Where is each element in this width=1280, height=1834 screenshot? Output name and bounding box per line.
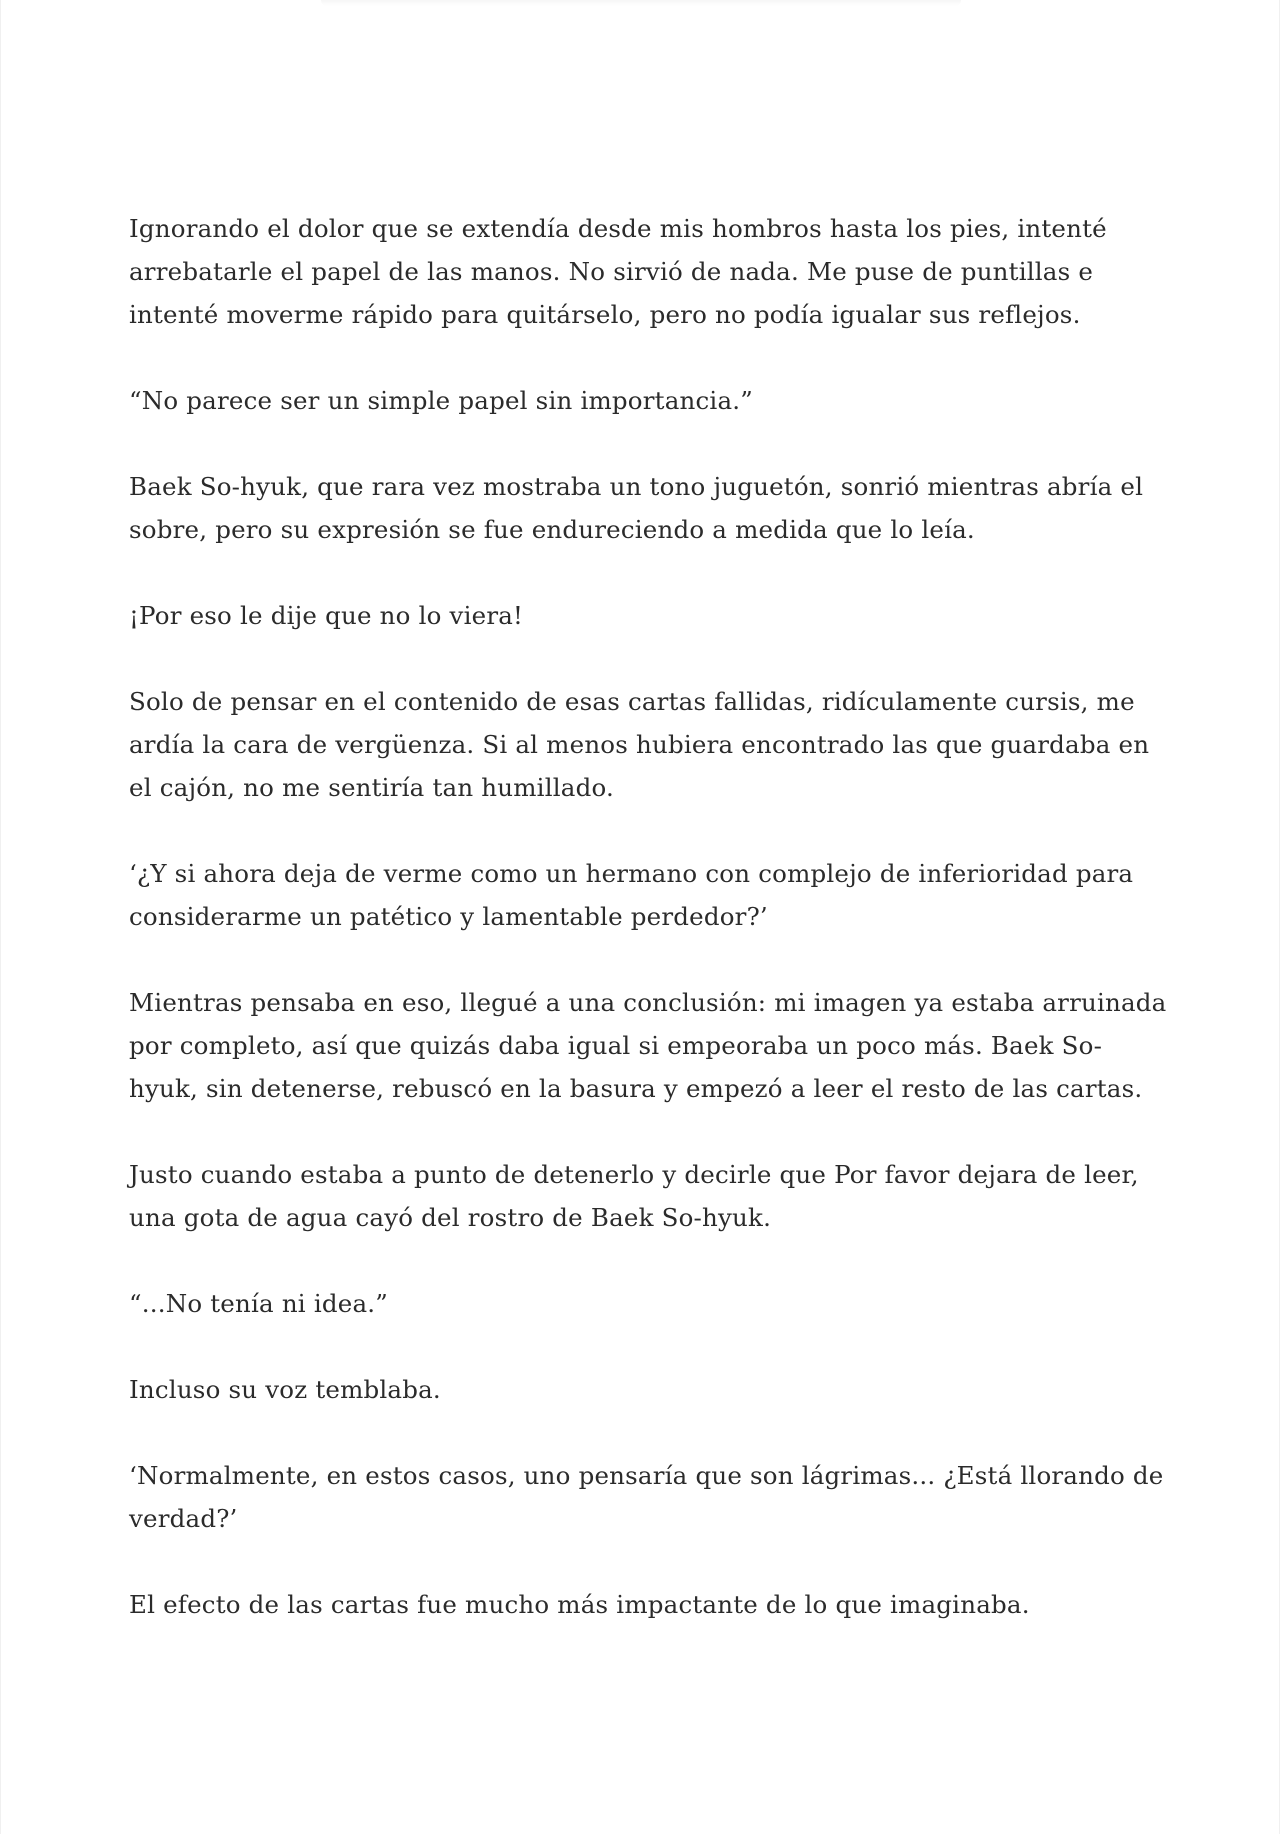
paragraph-3: Baek So-hyuk, que rara vez mostraba un tono juguetón, sonrió mientras abría el sobre, pero su expresión se fue endureciendo a medida que lo leía.: [129, 472, 1144, 544]
page-top-shadow: [321, 0, 961, 6]
paragraph-1: Ignorando el dolor que se extendía desde mis hombros hasta los pies, intenté arrebatarle el papel de las manos. No sirvió de nada. Me puse de puntillas e intenté moverme rápido para quitárselo, pero no podía igualar sus reflejos.: [129, 214, 1107, 329]
paragraph-10: Incluso su voz temblaba.: [129, 1375, 441, 1404]
paragraph-8: Justo cuando estaba a punto de detenerlo y decirle que Por favor dejara de leer, una gota de agua cayó del rostro de Baek So-hyuk.: [129, 1160, 1139, 1232]
paragraph-12: El efecto de las cartas fue mucho más impactante de lo que imaginaba.: [129, 1590, 1030, 1619]
paragraph-7: Mientras pensaba en eso, llegué a una conclusión: mi imagen ya estaba arruinada por completo, así que quizás daba igual si empeoraba un poco más. Baek So-hyuk, sin detenerse, rebuscó en la basura y empezó a leer el resto de las cartas.: [129, 988, 1167, 1103]
paragraph-6: ‘¿Y si ahora deja de verme como un hermano con complejo de inferioridad para considerarme un patético y lamentable perdedor?’: [129, 859, 1134, 931]
paragraph-9: “...No tenía ni idea.”: [129, 1289, 388, 1318]
paragraph-5: Solo de pensar en el contenido de esas cartas fallidas, ridículamente cursis, me ardía la cara de vergüenza. Si al menos hubiera encontrado las que guardaba en el cajón, no me sentiría tan humillado.: [129, 687, 1150, 802]
paragraph-2: “No parece ser un simple papel sin importancia.”: [129, 386, 753, 415]
paragraph-4: ¡Por eso le dije que no lo viera!: [129, 601, 524, 630]
paragraph-11: ‘Normalmente, en estos casos, uno pensaría que son lágrimas... ¿Está llorando de verdad?’: [129, 1461, 1164, 1533]
document-body: [129, 207, 1169, 1669]
